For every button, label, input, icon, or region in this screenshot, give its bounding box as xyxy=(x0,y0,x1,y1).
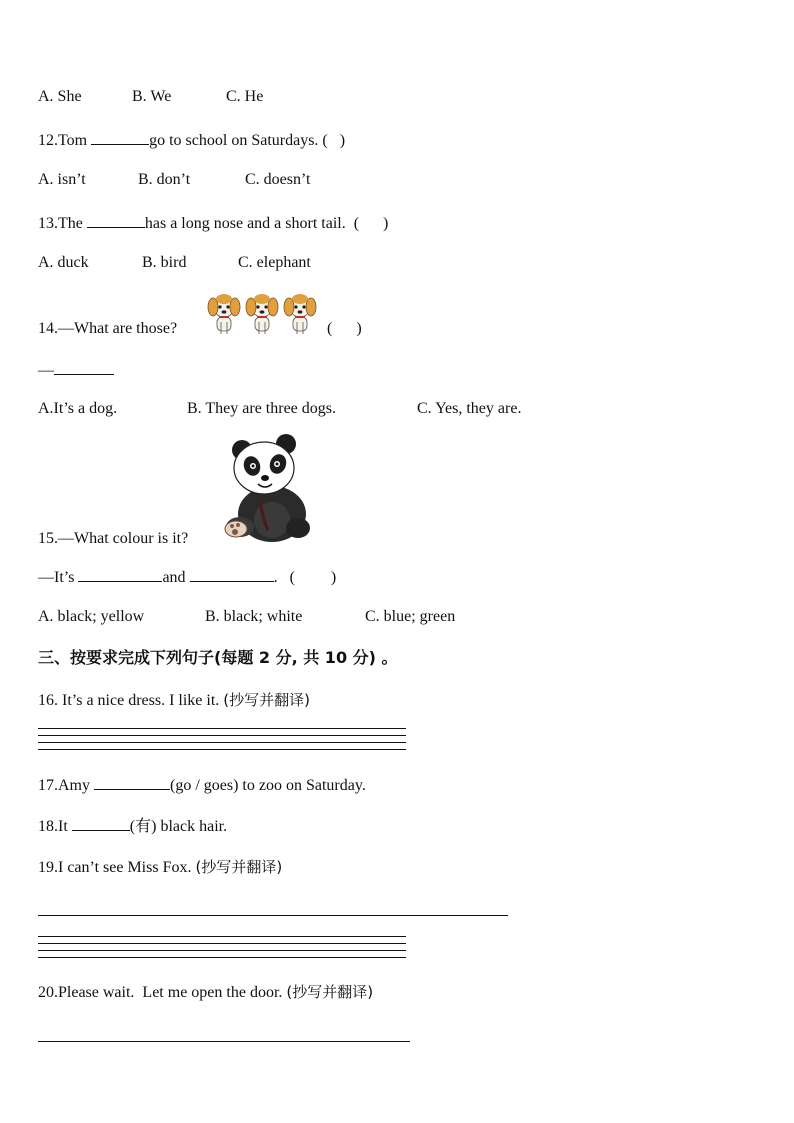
writing-line[interactable] xyxy=(38,950,406,951)
answer-blank[interactable] xyxy=(94,774,170,790)
question-text: The xyxy=(58,215,87,232)
answer-blank[interactable] xyxy=(87,212,145,228)
instruction-note: (抄写并翻译) xyxy=(195,858,283,876)
question-text: Amy xyxy=(58,777,94,794)
question-18 xyxy=(38,815,227,837)
writing-line[interactable] xyxy=(38,1041,410,1042)
question-number: 17. xyxy=(38,777,58,794)
question-text: (go / goes) to zoo on Saturday. xyxy=(170,777,366,794)
q14-option-a: A.It’s a dog. xyxy=(38,400,118,417)
q11-option-b: B. We xyxy=(132,88,172,105)
q15-option-c: C. blue; green xyxy=(365,608,456,625)
q15-option-a: A. black; yellow xyxy=(38,608,145,625)
q14-answer-paren: ( ) xyxy=(327,320,362,337)
question-15 xyxy=(38,529,188,549)
question-text: go to school on Saturdays. ( ) xyxy=(149,132,346,149)
q11-option-a: A. She xyxy=(38,88,82,105)
q15-answer-line xyxy=(38,566,336,588)
question-text: and xyxy=(162,569,190,586)
writing-line[interactable] xyxy=(38,943,406,944)
instruction-note: (抄写并翻译) xyxy=(286,983,374,1001)
answer-blank[interactable] xyxy=(72,815,130,831)
q13-option-a: A. duck xyxy=(38,254,89,271)
question-number: 14. xyxy=(38,320,58,337)
question-19 xyxy=(38,857,282,878)
question-20 xyxy=(38,982,373,1003)
question-12 xyxy=(38,129,345,151)
q14-option-c: C. Yes, they are. xyxy=(417,400,522,417)
question-text: has a long nose and a short tail. ( ) xyxy=(144,215,389,232)
question-number: 13. xyxy=(38,215,58,232)
writing-line[interactable] xyxy=(38,728,406,729)
section-3-heading: 三、按要求完成下列句子(每题 2 分, 共 10 分) 。 xyxy=(38,648,398,667)
answer-blank[interactable] xyxy=(78,566,162,582)
q13-option-c: C. elephant xyxy=(238,254,311,271)
question-text: It’s a nice dress. I like it. xyxy=(62,692,224,709)
question-number: 19. xyxy=(38,859,58,876)
writing-line[interactable] xyxy=(38,936,406,937)
question-number: 12. xyxy=(38,132,58,149)
question-number: 18. xyxy=(38,818,58,835)
question-text: —It’s xyxy=(38,569,79,586)
q12-option-c: C. doesn’t xyxy=(245,171,311,188)
question-text: Please wait. Let me open the door. xyxy=(58,984,287,1001)
question-17 xyxy=(38,774,366,796)
writing-line[interactable] xyxy=(38,742,406,743)
question-text: —What colour is it? xyxy=(58,530,189,547)
q12-option-b: B. don’t xyxy=(138,171,191,188)
q13-option-b: B. bird xyxy=(142,254,187,271)
question-text: Tom xyxy=(58,132,92,149)
question-text: (有) black hair. xyxy=(129,818,228,835)
writing-line[interactable] xyxy=(38,749,406,750)
q14-answer-line xyxy=(38,359,114,381)
q15-option-b: B. black; white xyxy=(205,608,303,625)
writing-line[interactable] xyxy=(38,735,406,736)
q14-option-b: B. They are three dogs. xyxy=(187,400,336,417)
question-13 xyxy=(38,212,388,234)
writing-line[interactable] xyxy=(38,915,508,916)
panda-picture xyxy=(220,432,316,549)
dash-mark: — xyxy=(38,362,54,379)
question-14 xyxy=(38,319,177,339)
q11-option-c: C. He xyxy=(226,88,264,105)
question-number: 16. xyxy=(38,692,62,709)
question-16 xyxy=(38,690,310,711)
question-number: 15. xyxy=(38,530,58,547)
three-puppies-picture xyxy=(205,288,323,341)
q12-option-a: A. isn’t xyxy=(38,171,86,188)
question-text: I can’t see Miss Fox. xyxy=(58,859,196,876)
writing-line[interactable] xyxy=(38,957,406,958)
answer-blank[interactable] xyxy=(190,566,274,582)
answer-blank[interactable] xyxy=(54,359,114,375)
question-text: —What are those? xyxy=(58,320,178,337)
question-text: . ( ) xyxy=(273,569,337,586)
question-text: It xyxy=(58,818,72,835)
instruction-note: (抄写并翻译) xyxy=(223,691,311,709)
answer-blank[interactable] xyxy=(91,129,149,145)
question-number: 20. xyxy=(38,984,58,1001)
